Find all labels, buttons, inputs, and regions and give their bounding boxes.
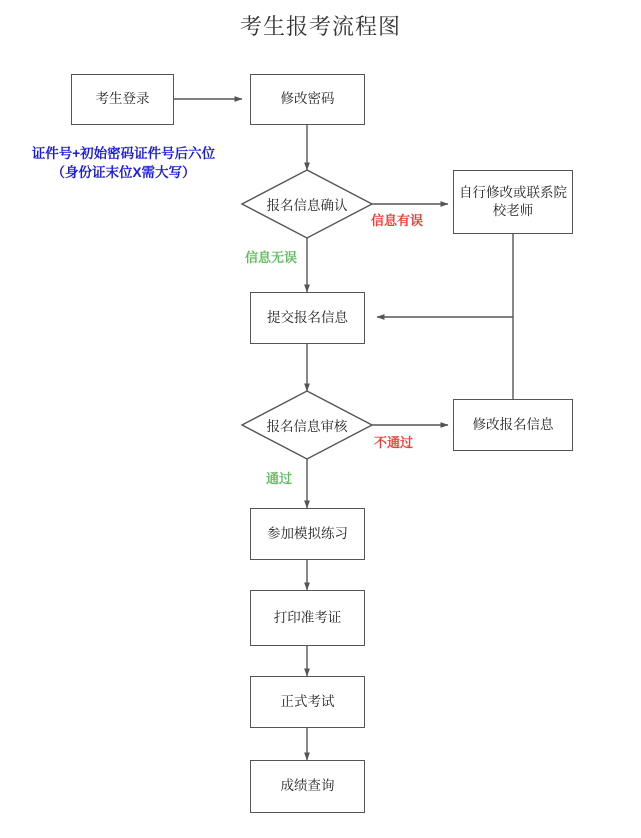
edge-label-not-passed: 不通过 — [374, 435, 414, 450]
node-submit-info[interactable]: 提交报名信息 — [250, 292, 365, 344]
node-login[interactable]: 考生登录 — [71, 74, 174, 125]
node-review-info[interactable]: 报名信息审核 — [266, 419, 348, 434]
node-self-modify[interactable]: 自行修改或联系院校老师 — [453, 170, 573, 234]
login-hint-line2: （身份证末位X需大写） — [51, 164, 196, 180]
node-modify-info[interactable]: 修改报名信息 — [453, 399, 573, 451]
login-hint-line1: 证件号+初始密码证件号后六位 — [31, 146, 216, 161]
login-hint — [16, 145, 231, 183]
edge-label-passed: 通过 — [266, 471, 293, 486]
page-title: 考生报考流程图 — [239, 14, 401, 39]
node-change-password[interactable]: 修改密码 — [250, 74, 365, 125]
node-confirm-info[interactable]: 报名信息确认 — [266, 198, 348, 213]
node-formal-exam[interactable]: 正式考试 — [250, 676, 365, 728]
node-print-ticket[interactable]: 打印准考证 — [250, 590, 365, 646]
node-mock-practice[interactable]: 参加模拟练习 — [250, 508, 365, 560]
node-score-query[interactable]: 成绩查询 — [250, 760, 365, 813]
edge-label-info-correct: 信息无误 — [245, 250, 298, 265]
edge-label-info-wrong: 信息有误 — [371, 213, 424, 228]
